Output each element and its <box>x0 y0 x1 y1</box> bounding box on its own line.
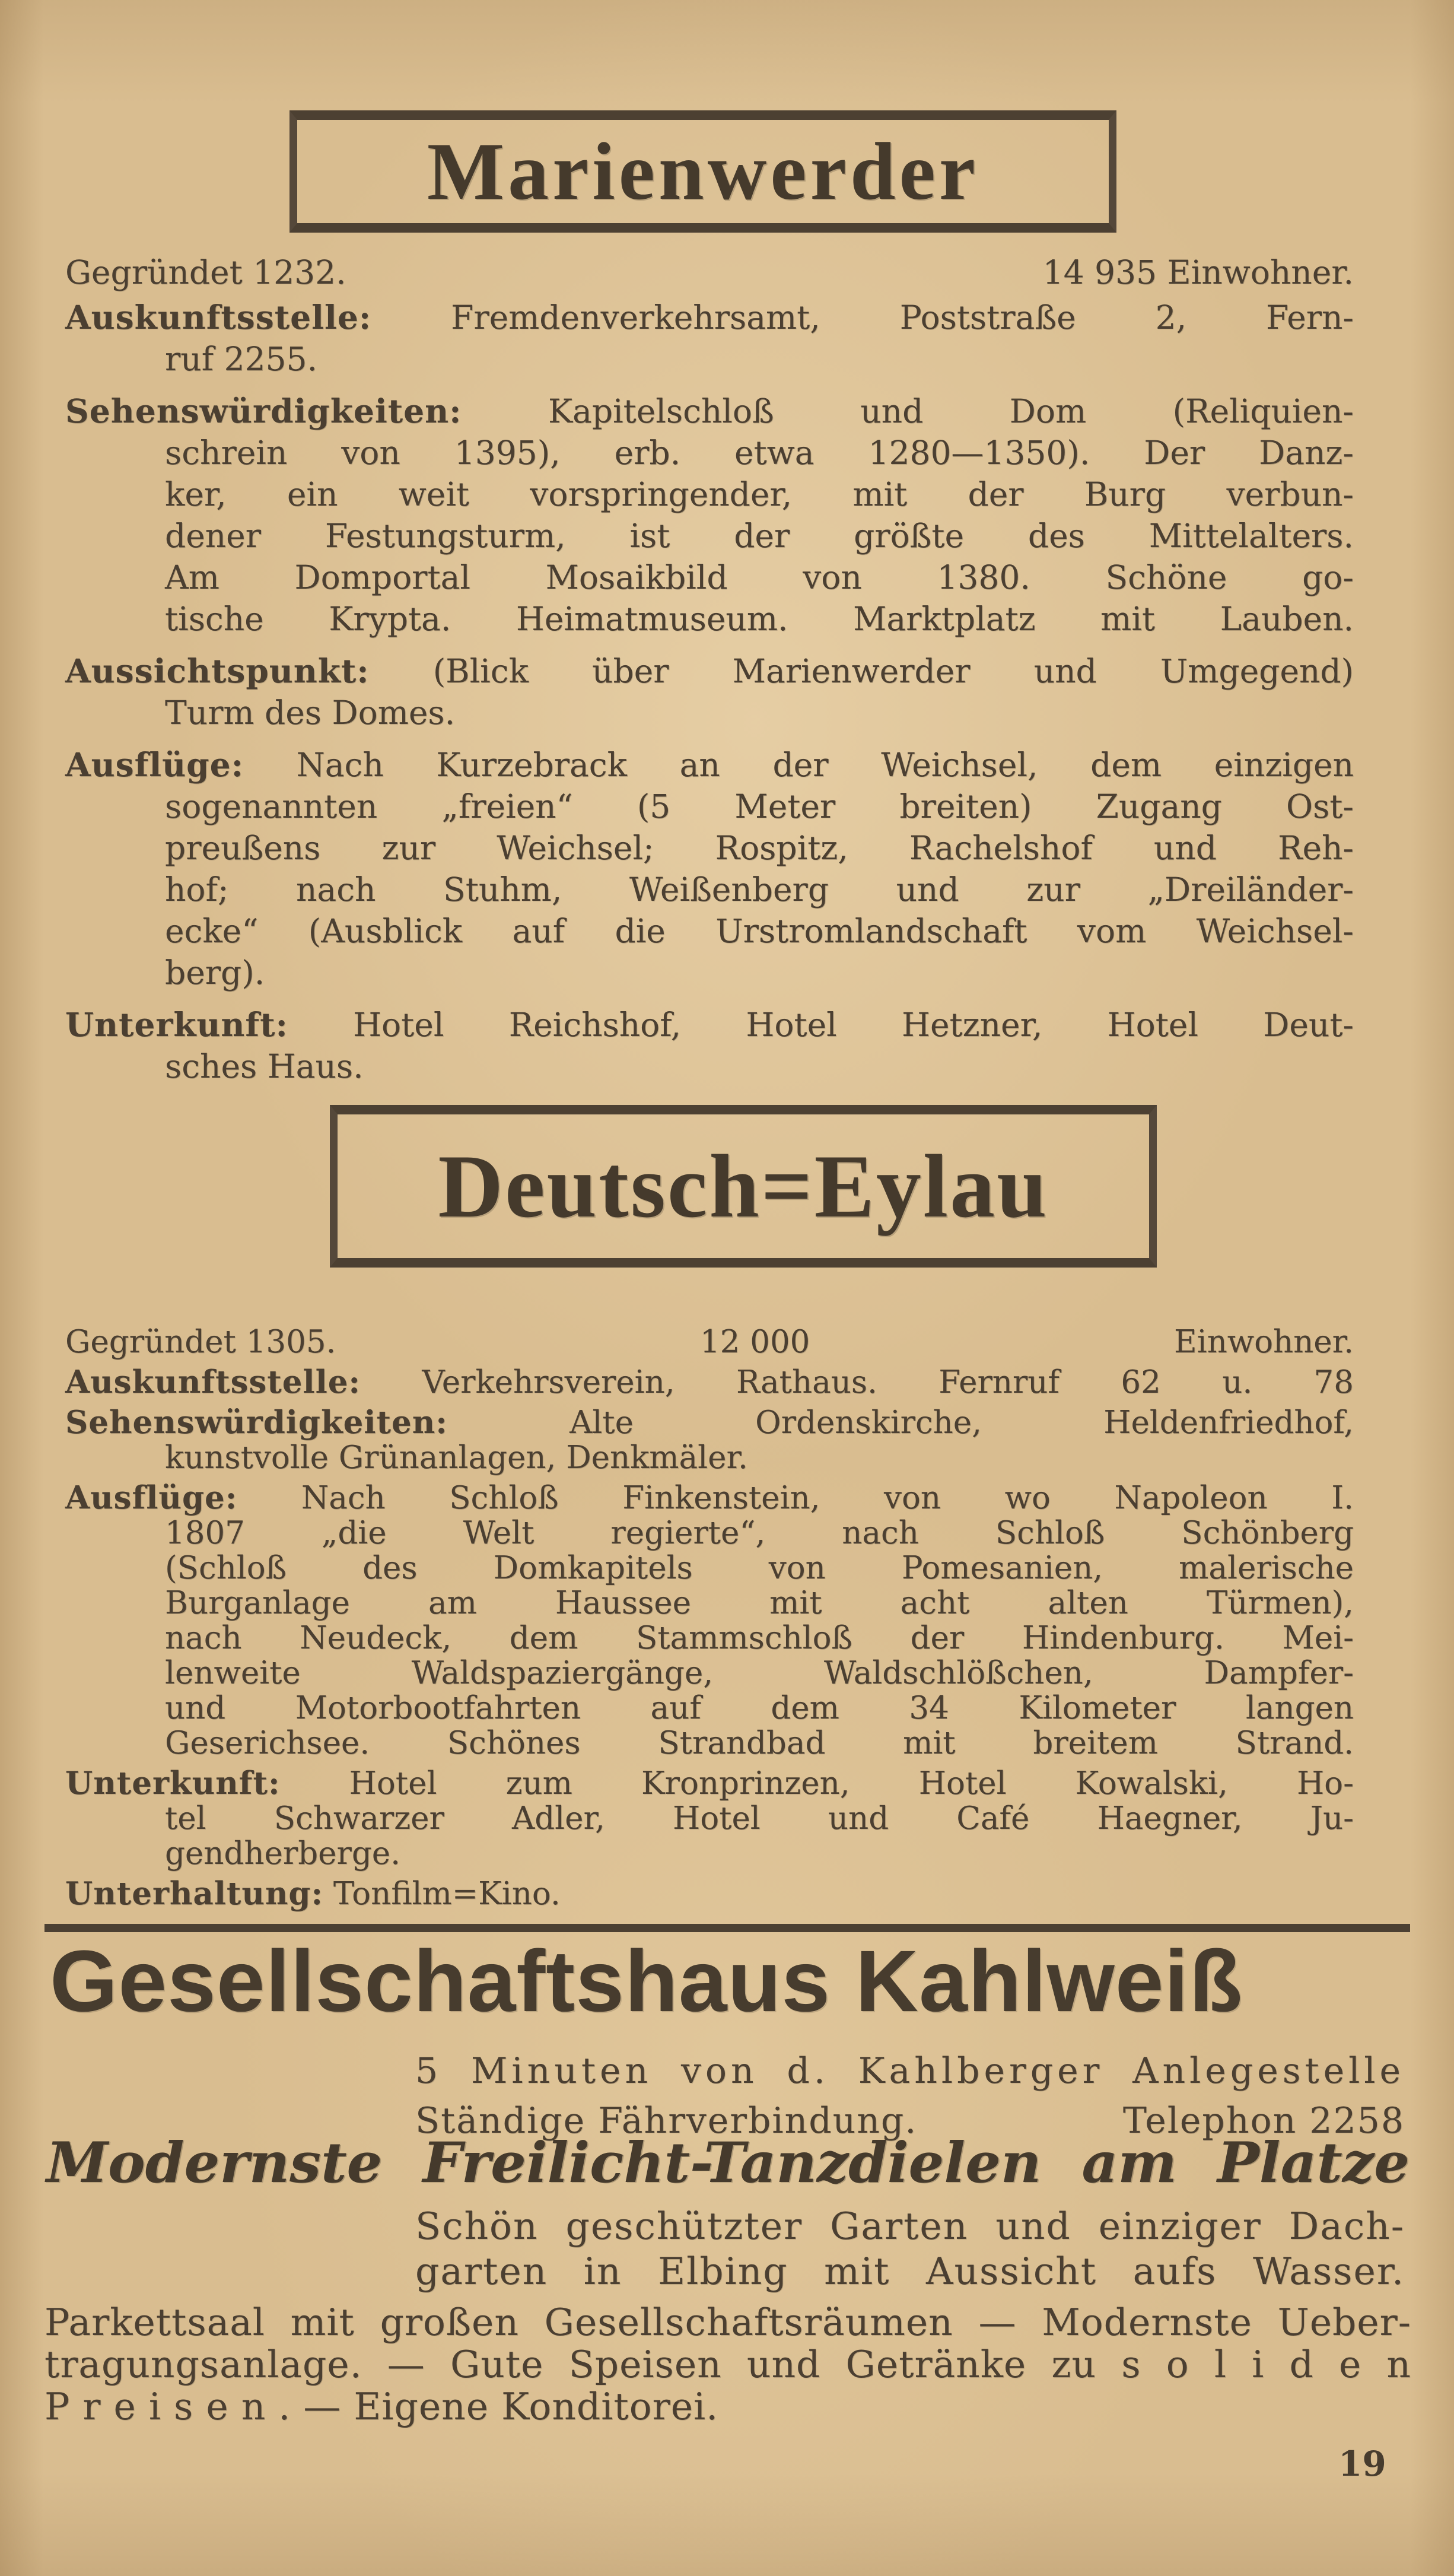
text-line: ruf 2255. <box>165 340 318 378</box>
text-line <box>65 744 1354 786</box>
text-line: P r e i s e n . — Eigene Konditorei. <box>44 2385 719 2428</box>
text-line <box>65 1481 1354 1516</box>
marienwerder-section <box>65 252 1354 1087</box>
text-line: nach Neudeck, dem Stammschloß der Hindenburg. Mei- <box>165 1620 1354 1656</box>
entry-sehenswuerdigkeiten <box>65 390 1354 640</box>
advert-location-line: 5 Minuten von d. Kahlberger Anlegestelle <box>415 2050 1405 2092</box>
advert-headline: Gesellschaftshaus Kahlweiß <box>50 1933 1243 2030</box>
entry-sehenswuerdigkeiten <box>65 1405 1354 1475</box>
entry-label: Ausflüge: <box>65 745 244 784</box>
text: Tonfilm=Kino. <box>333 1876 561 1912</box>
text: Nach Schloß Finkenstein, von wo Napoleon I. <box>301 1480 1354 1516</box>
text-line: sogenannten „freien“ (5 Meter breiten) Zugang Ost- <box>165 787 1354 825</box>
entry-label: Aussichtspunkt: <box>65 652 370 690</box>
text-line: und Motorbootfahrten auf dem 34 Kilometer langen <box>165 1690 1354 1726</box>
advert-ferry-text: Ständige Fährverbindung. <box>415 2100 918 2142</box>
entry-ausfluege <box>65 1481 1354 1761</box>
entry-label: Auskunftsstelle: <box>65 298 372 336</box>
text-line: ecke“ (Ausblick auf die Urstromlandschaft vom Weichsel- <box>165 912 1354 950</box>
entry-label: Unterkunft: <box>65 1765 281 1802</box>
text-line: kunstvolle Grünanlagen, Denkmäler. <box>165 1440 748 1476</box>
entry-label: Sehenswürdigkeiten: <box>65 392 462 430</box>
deutsch-eylau-title-box <box>330 1105 1157 1268</box>
entry-unterkunft <box>65 1766 1354 1871</box>
page-number: 19 <box>1338 2444 1386 2484</box>
entry-label: Sehenswürdigkeiten: <box>65 1404 448 1441</box>
advert-telephone: Telephon 2258 <box>1122 2100 1405 2142</box>
text-line <box>65 297 1354 338</box>
text-line: (Schloß des Domkapitels von Pomesanien, malerische <box>165 1550 1354 1586</box>
entry-label: Unterkunft: <box>65 1005 288 1044</box>
text: Hotel zum Kronprinzen, Hotel Kowalski, Ho- <box>349 1765 1354 1802</box>
text-line <box>65 650 1354 692</box>
text-line <box>65 1876 1354 1911</box>
text-line: 1807 „die Welt regierte“, nach Schloß Schönberg <box>165 1515 1354 1551</box>
entry-label: Unterhaltung: <box>65 1875 324 1912</box>
entry-aussichtspunkt <box>65 650 1354 733</box>
text-line: tische Krypta. Heimatmuseum. Marktplatz mit Lauben. <box>165 600 1354 638</box>
entry-auskunftsstelle <box>65 297 1354 380</box>
founded-text: Gegründet 1232. <box>65 253 346 291</box>
text: Alte Ordenskirche, Heldenfriedhof, <box>569 1405 1354 1441</box>
marienwerder-title-box <box>289 110 1116 233</box>
entry-unterkunft <box>65 1004 1354 1087</box>
text-line: dener Festungsturm, ist der größte des Mittelalters. <box>165 517 1354 555</box>
entry-label: Auskunftsstelle: <box>65 1364 361 1400</box>
text: Fremdenverkehrsamt, Poststraße 2, Fern- <box>451 298 1354 336</box>
text-line <box>65 1766 1354 1801</box>
text: (Blick über Marienwerder und Umgegend) <box>432 652 1354 690</box>
text-line: Parkettsaal mit großen Gesellschaftsräumen — Modernste Ueber- <box>44 2301 1411 2344</box>
deutsch-eylau-section <box>65 1324 1354 1911</box>
founded-text: Gegründet 1305. <box>65 1324 336 1360</box>
text-line <box>65 390 1354 432</box>
marienwerder-title: Marienwerder <box>427 126 979 217</box>
advert-script-headline: Modernste Freilicht-Tanzdielen am Platze <box>46 2130 1410 2196</box>
entry-label: Ausflüge: <box>65 1479 238 1516</box>
text-line: Schön geschützter Garten und einziger Dach- <box>415 2205 1405 2248</box>
text-line: lenweite Waldspaziergänge, Waldschlößchen, Dampfer- <box>165 1655 1354 1691</box>
population-value: 12 000 <box>699 1324 810 1360</box>
text: Nach Kurzebrack an der Weichsel, dem einzigen <box>296 746 1354 784</box>
entry-ausfluege <box>65 744 1354 993</box>
advert-garden-block <box>415 2204 1405 2294</box>
text-line: tragungsanlage. — Gute Speisen und Getränke zu s o l i d e n <box>44 2343 1411 2386</box>
text-line: ker, ein weit vorspringender, mit der Burg verbun- <box>165 475 1354 513</box>
text-line: Geserichsee. Schönes Strandbad mit breitem Strand. <box>165 1725 1354 1761</box>
text-line: berg). <box>165 954 265 992</box>
deutsch-eylau-title: Deutsch=Eylau <box>438 1136 1049 1236</box>
text-line: tel Schwarzer Adler, Hotel und Café Haegner, Ju- <box>165 1800 1354 1837</box>
text: Verkehrsverein, Rathaus. Fernruf 62 u. 78 <box>422 1364 1354 1400</box>
text-line <box>65 1365 1354 1400</box>
text-line <box>65 1004 1354 1046</box>
population-label: Einwohner. <box>1173 1324 1354 1360</box>
text: Kapitelschloß und Dom (Reliquien- <box>548 392 1354 430</box>
text: Hotel Reichshof, Hotel Hetzner, Hotel Deut- <box>353 1006 1354 1044</box>
text-line: Turm des Domes. <box>165 694 456 732</box>
advert-body-block <box>44 2301 1411 2428</box>
text-line: hof; nach Stuhm, Weißenberg und zur „Dreiländer- <box>165 871 1354 909</box>
text-line: preußens zur Weichsel; Rospitz, Rachelshof und Reh- <box>165 829 1354 867</box>
population-text: 14 935 Einwohner. <box>1042 253 1354 291</box>
entry-auskunftsstelle <box>65 1365 1354 1400</box>
founded-population-row <box>65 252 1354 293</box>
text-line: Burganlage am Haussee mit acht alten Türmen), <box>165 1585 1354 1621</box>
text-line: Am Domportal Mosaikbild von 1380. Schöne go- <box>165 558 1354 596</box>
text-line: garten in Elbing mit Aussicht aufs Wasser. <box>415 2250 1405 2293</box>
text-line: gendherberge. <box>165 1835 400 1872</box>
entry-unterhaltung <box>65 1876 1354 1911</box>
advert-divider-rule <box>44 1924 1410 1932</box>
text-line: schrein von 1395), erb. etwa 1280—1350). Der Danz- <box>165 434 1354 472</box>
founded-population-row <box>65 1324 1354 1360</box>
text-line <box>65 1405 1354 1440</box>
text-line: sches Haus. <box>165 1047 364 1085</box>
